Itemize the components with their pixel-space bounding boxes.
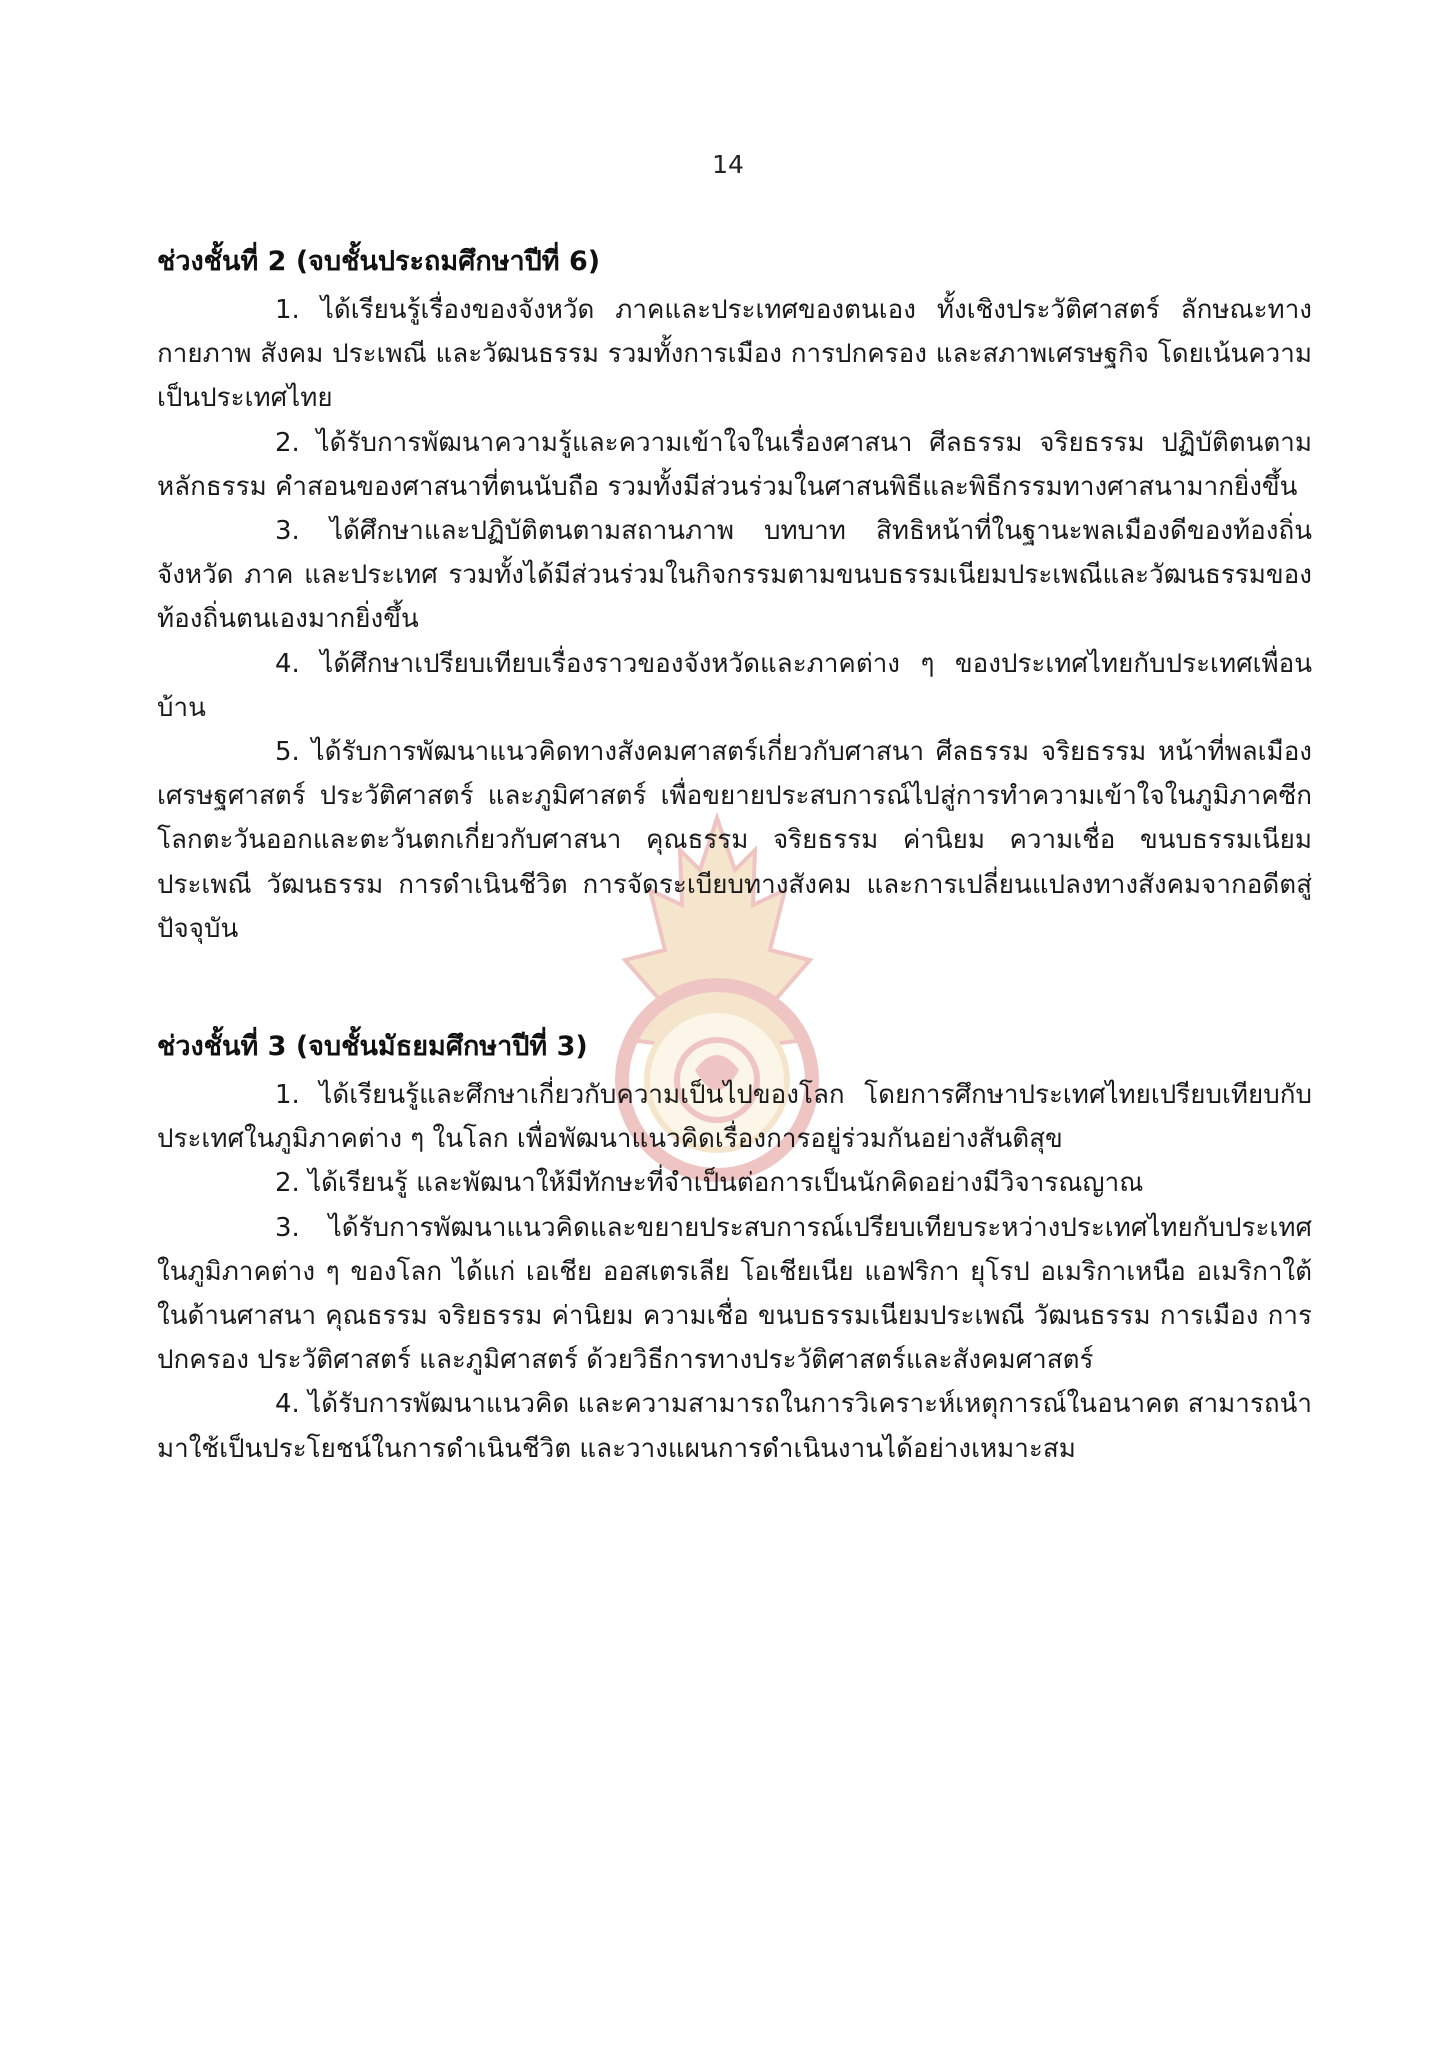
list-item: 4. ได้รับการพัฒนาแนวคิด และความสามารถในการวิเคราะห์เหตุการณ์ในอนาคต สามารถนำมาใช้เป็นประโยชน์ในการดำเนินชีวิต และวางแผนการดำเนินงานได้อย่างเหมาะสม xyxy=(157,1389,1312,1464)
list-item: 1. ได้เรียนรู้เรื่องของจังหวัด ภาคและประเทศของตนเอง ทั้งเชิงประวัติศาสตร์ ลักษณะทางกายภาพ สังคม ประเพณี และวัฒนธรรม รวมทั้งการเมือง การปกครอง และสภาพเศรษฐกิจ โดยเน้นความเป็นประเทศไทย xyxy=(157,295,1312,414)
list-item: 4. ได้ศึกษาเปรียบเทียบเรื่องราวของจังหวัดและภาคต่าง ๆ ของประเทศไทยกับประเทศเพื่อนบ้าน xyxy=(157,648,1312,723)
list-item: 3. ได้ศึกษาและปฏิบัติตนตามสถานภาพ บทบาท สิทธิหน้าที่ในฐานะพลเมืองดีของท้องถิ่น จังหวัด ภาค และประเทศ รวมทั้งได้มีส่วนร่วมในกิจกรรมตามขนบธรรมเนียมประเพณีและวัฒนธรรมของท้องถิ่นตนเองมากยิ่งขึ้น xyxy=(157,516,1312,635)
list-item: 3. ได้รับการพัฒนาแนวคิดและขยายประสบการณ์เปรียบเทียบระหว่างประเทศไทยกับประเทศในภูมิภาคต่าง ๆ ของโลก ได้แก่ เอเชีย ออสเตรเลีย โอเชียเนีย แอฟริกา ยุโรป อเมริกาเหนือ อเมริกาใต้ ในด้านศาสนา คุณธรรม จริยธรรม ค่านิยม ความเชื่อ ขนบธรรมเนียมประเพณี วัฒนธรรม การเมือง การปกครอง ประวัติศาสตร์ และภูมิศาสตร์ ด้วยวิธีการทางประวัติศาสตร์และสังคมศาสตร์ xyxy=(157,1212,1312,1376)
document-body xyxy=(157,240,1312,1471)
section-title: ช่วงชั้นที่ 2 (จบชั้นประถมศึกษาปีที่ 6) xyxy=(157,246,601,277)
list-item: 2. ได้รับการพัฒนาความรู้และความเข้าใจในเรื่องศาสนา ศีลธรรม จริยธรรม ปฏิบัติตนตามหลักธรรม คำสอนของศาสนาที่ตนนับถือ รวมทั้งมีส่วนร่วมในศาสนพิธีและพิธีกรรมทางศาสนามากยิ่งขึ้น xyxy=(157,427,1312,502)
section-title: ช่วงชั้นที่ 3 (จบชั้นมัธยมศึกษาปีที่ 3) xyxy=(157,1031,588,1063)
list-item: 1. ได้เรียนรู้และศึกษาเกี่ยวกับความเป็นไปของโลก โดยการศึกษาประเทศไทยเปรียบเทียบกับประเทศในภูมิภาคต่าง ๆ ในโลก เพื่อพัฒนาแนวคิดเรื่องการอยู่ร่วมกันอย่างสันติสุข xyxy=(157,1080,1312,1155)
page-number: 14 xyxy=(712,150,744,179)
section-level-2 xyxy=(157,240,1312,951)
section-level-3 xyxy=(157,1025,1312,1471)
list-item: 2. ได้เรียนรู้ และพัฒนาให้มีทักษะที่จำเป็นต่อการเป็นนักคิดอย่างมีวิจารณญาณ xyxy=(275,1168,1144,1199)
list-item: 5. ได้รับการพัฒนาแนวคิดทางสังคมศาสตร์เกี่ยวกับศาสนา ศีลธรรม จริยธรรม หน้าที่พลเมือง เศรษฐศาสตร์ ประวัติศาสตร์ และภูมิศาสตร์ เพื่อขยายประสบการณ์ไปสู่การทำความเข้าใจในภูมิภาคซีกโลกตะวันออกและตะวันตกเกี่ยวกับศาสนา คุณธรรม จริยธรรม ค่านิยม ความเชื่อ ขนบธรรมเนียมประเพณี วัฒนธรรม การดำเนินชีวิต การจัดระเบียบทางสังคม และการเปลี่ยนแปลงทางสังคมจากอดีตสู่ปัจจุบัน xyxy=(157,737,1312,944)
